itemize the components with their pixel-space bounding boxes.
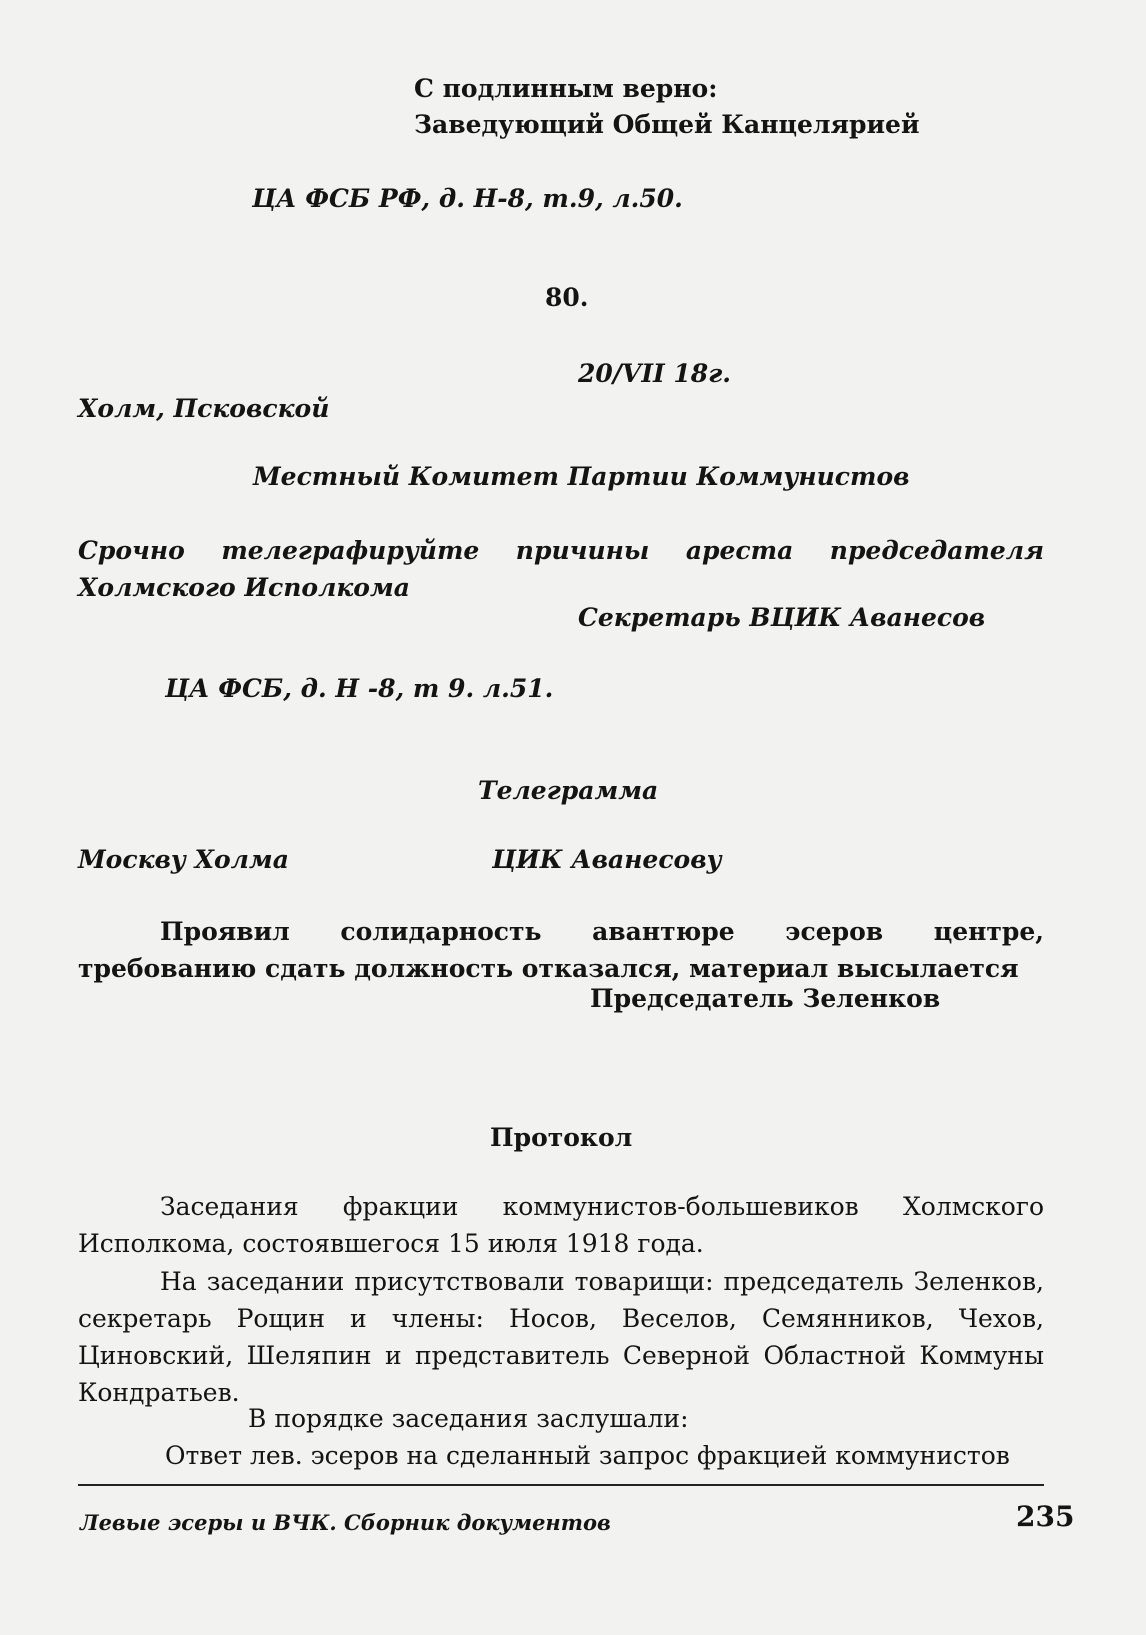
telegram-title: Телеграмма	[478, 776, 659, 805]
telegram-signature: Председатель Зеленков	[590, 984, 941, 1013]
telegram-from: Москву Холма	[78, 845, 289, 874]
archive-reference-2: ЦА ФСБ, д. Н -8, т 9. л.51.	[165, 674, 554, 703]
telegram-text-80: Срочно телеграфируйте причины ареста председателя Холмского Исполкома	[78, 536, 1044, 602]
footer-divider	[78, 1484, 1044, 1486]
telegram-body: Проявил солидарность авантюре эсеров центре, требованию сдать должность отказался, материал высылается	[78, 917, 1044, 983]
verified-line-1: С подлинным верно:	[414, 74, 718, 103]
protocol-paragraph-1: Заседания фракции коммунистов-большевиков Холмского Исполкома, состоявшегося 15 июля 1918 года.	[78, 1192, 1044, 1258]
book-title: Левые эсеры и ВЧК. Сборник документов	[80, 1510, 611, 1535]
protocol-paragraph-4: Ответ лев. эсеров на сделанный запрос фракцией коммунистов	[165, 1441, 1010, 1470]
protocol-paragraph-3: В порядке заседания заслушали:	[248, 1404, 689, 1433]
verified-line-2: Заведующий Общей Канцелярией	[414, 110, 920, 139]
protocol-title: Протокол	[490, 1123, 633, 1152]
document-date: 20/VII 18г.	[578, 359, 731, 388]
archive-reference-1: ЦА ФСБ РФ, д. Н-8, т.9, л.50.	[252, 184, 683, 213]
telegram-to: ЦИК Аванесову	[492, 845, 722, 874]
signature-avanesov: Секретарь ВЦИК Аванесов	[578, 603, 986, 632]
page-number: 235	[1016, 1500, 1075, 1533]
protocol-paragraph-2: На заседании присутствовали товарищи: председатель Зеленков, секретарь Рощин и члены: Носов, Веселов, Семянников, Чехов, Циновский, Шеляпин и представитель Северной Областной Коммуны Кондратьев.	[78, 1267, 1044, 1407]
addressee: Местный Комитет Партии Коммунистов	[253, 462, 910, 491]
sender-place: Холм, Псковской	[78, 394, 330, 423]
document-number: 80.	[545, 283, 589, 312]
